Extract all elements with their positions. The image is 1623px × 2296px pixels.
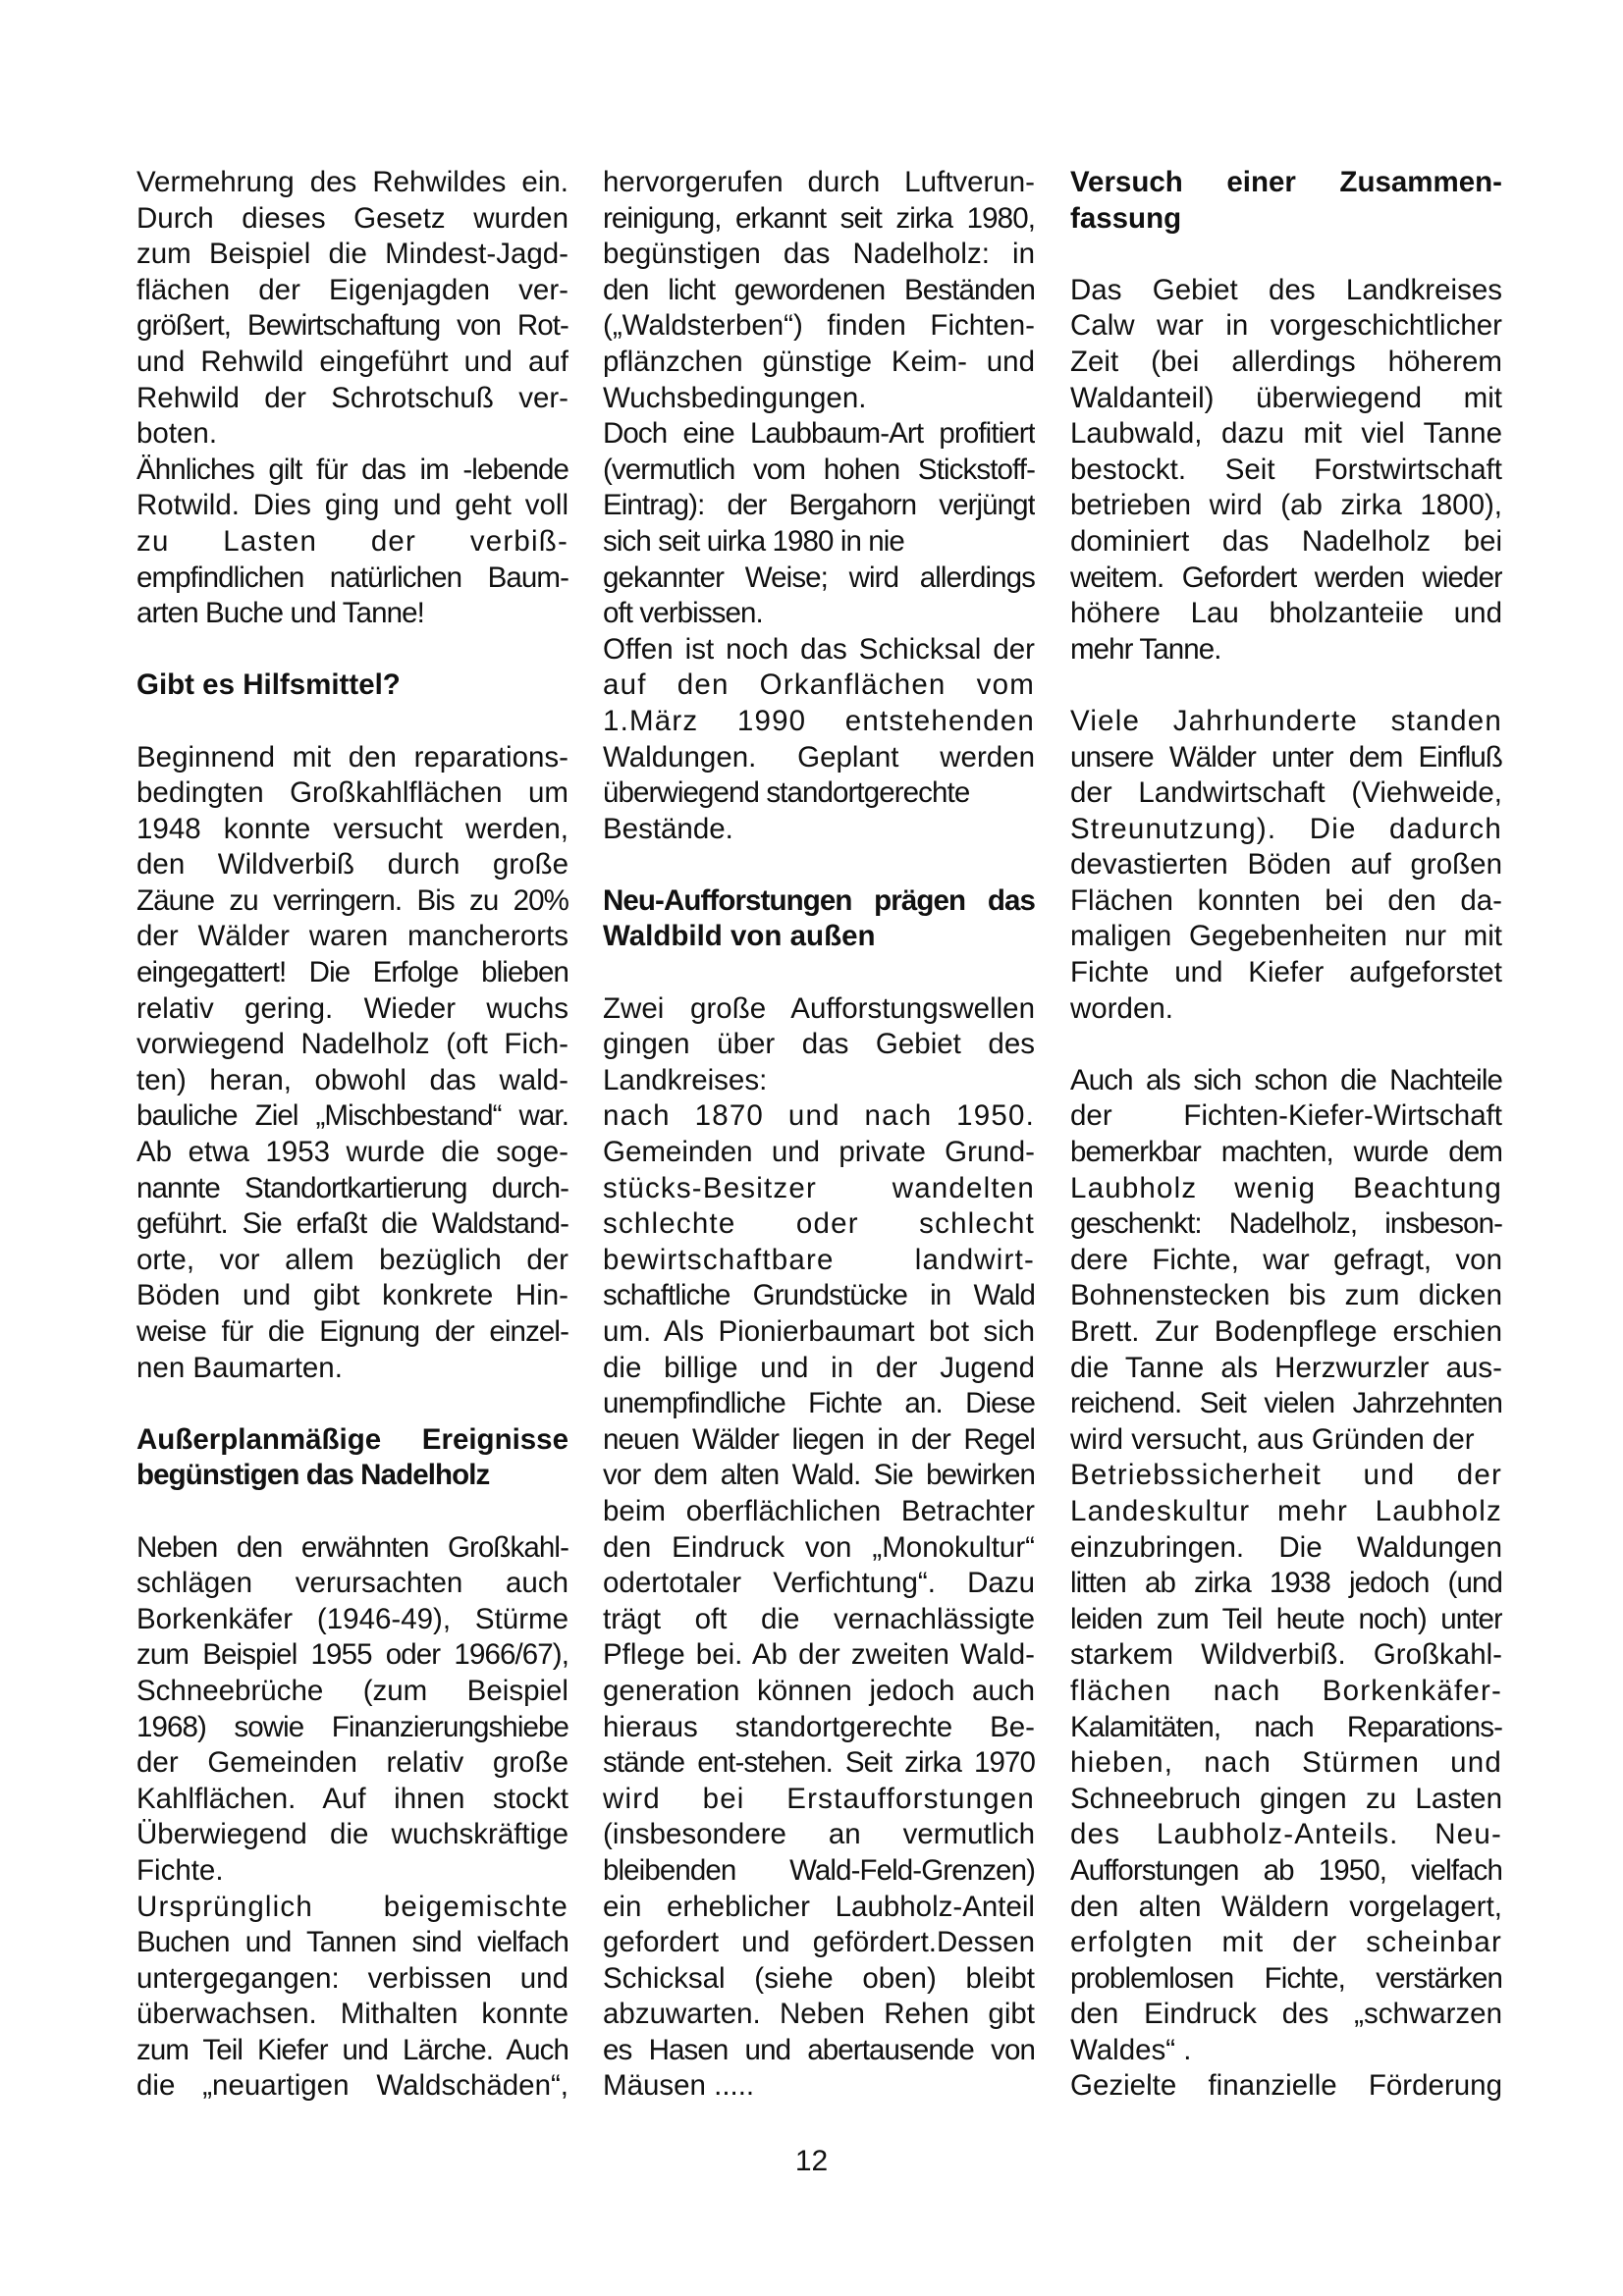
text-line: Zeit (bei allerdings höherem — [1070, 345, 1502, 378]
text-line: Landeskultur mehr Laubholz — [1070, 1494, 1502, 1527]
text-line: vorwiegend Nadelholz (oft Fich- — [136, 1028, 568, 1061]
text-line: Wuchsbedingungen. — [603, 381, 867, 414]
text-line: begünstigen das Nadelholz: in — [603, 238, 1035, 271]
paragraph-gap — [136, 1494, 568, 1530]
text-line: worden. — [1070, 991, 1173, 1025]
paragraph-gap — [136, 1386, 568, 1422]
text-line: Waldes“ . — [1070, 2033, 1192, 2066]
text-line: gingen über das Gebiet des — [603, 1028, 1035, 1061]
text-line: 1.März 1990 entstehenden — [603, 704, 1035, 737]
text-line: wird bei Erstaufforstungen — [603, 1782, 1035, 1815]
text-line: Bohnenstecken bis zum dicken — [1070, 1279, 1502, 1312]
text-line: flächen der Eigenjagden ver- — [136, 273, 568, 306]
text-line: Ab etwa 1953 wurde die soge- — [136, 1136, 568, 1169]
text-line: (insbesondere an vermutlich — [603, 1818, 1035, 1851]
section-heading-line: Außerplanmäßige Ereignisse — [136, 1422, 568, 1456]
text-line: bauliche Ziel „Mischbestand“ war. — [136, 1099, 568, 1133]
text-line: Mäusen ..... — [603, 2069, 755, 2103]
text-line: hervorgerufen durch Luftverun- — [603, 166, 1035, 198]
text-line: weitem. Gefordert werden wieder — [1070, 561, 1502, 594]
text-line: zum Teil Kiefer und Lärche. Auch — [136, 2033, 568, 2066]
text-line: Gemeinden und private Grund- — [603, 1136, 1035, 1169]
text-line: des Laubholz-Anteils. Neu- — [1070, 1818, 1502, 1851]
text-line: Zäune zu verringern. Bis zu 20% — [136, 883, 568, 917]
text-line: bleibenden Wald-Feld-Grenzen) — [603, 1853, 1035, 1887]
text-line: den Wildverbiß durch große — [136, 848, 568, 881]
text-line: devastierten Böden auf großen — [1070, 848, 1502, 881]
text-line: eingegattert! Die Erfolge blieben — [136, 956, 568, 989]
text-line: schaftliche Grundstücke in Wald — [603, 1279, 1035, 1312]
text-line: der Landwirtschaft (Viehweide, — [1070, 776, 1502, 810]
text-line: Ursprünglich beigemischte — [136, 1890, 568, 1923]
text-line: sich seit uirka 1980 in nie — [603, 524, 904, 558]
page-number: 12 — [794, 2145, 829, 2177]
text-line: ein erheblicher Laubholz-Anteil — [603, 1890, 1035, 1923]
text-line: überwachsen. Mithalten konnte — [136, 1998, 568, 2031]
text-line: Rotwild. Dies ging und geht voll — [136, 489, 568, 522]
text-line: relativ gering. Wieder wuchs — [136, 991, 568, 1025]
text-line: Bestände. — [603, 812, 733, 845]
text-line: leiden zum Teil heute noch) unter — [1070, 1602, 1502, 1635]
text-line: einzubringen. Die Waldungen — [1070, 1530, 1502, 1564]
text-line: Waldungen. Geplant werden — [603, 740, 1035, 774]
text-line: maligen Gegebenheiten nur mit — [1070, 920, 1502, 953]
text-line: Kalamitäten, nach Reparations- — [1070, 1710, 1502, 1743]
text-line: hieben, nach Stürmen und — [1070, 1746, 1502, 1780]
text-line: die Tanne als Herzwurzler aus- — [1070, 1351, 1502, 1384]
text-line: bemerkbar machten, wurde dem — [1070, 1136, 1502, 1169]
text-line: flächen nach Borkenkäfer- — [1070, 1674, 1502, 1707]
text-line: Beginnend mit den reparations- — [136, 740, 568, 774]
text-line: problemlosen Fichte, verstärken — [1070, 1961, 1502, 1995]
text-line: odertotaler Verfichtung“. Dazu — [603, 1567, 1035, 1600]
text-line: pflänzchen günstige Keim- und — [603, 345, 1035, 378]
text-line: ten) heran, obwohl das wald- — [136, 1063, 568, 1096]
text-line: erfolgten mit der scheinbar — [1070, 1926, 1502, 1959]
text-line: die billige und in der Jugend — [603, 1351, 1035, 1384]
text-line: den Eindruck des „schwarzen — [1070, 1998, 1502, 2031]
text-line: zum Beispiel die Mindest-Jagd- — [136, 238, 568, 271]
text-line: den alten Wäldern vorgelagert, — [1070, 1890, 1502, 1923]
text-line: orte, vor allem bezüglich der — [136, 1243, 568, 1276]
text-line: (vermutlich vom hohen Stickstoff- — [603, 453, 1035, 486]
text-line: Eintrag): der Bergahorn verjüngt — [603, 489, 1035, 522]
text-line: nach 1870 und nach 1950. — [603, 1099, 1035, 1133]
text-line: Laubwald, dazu mit viel Tanne — [1070, 417, 1502, 451]
text-line: um. Als Pionierbaumart bot sich — [603, 1315, 1035, 1348]
section-heading-line: fassung — [1070, 201, 1182, 235]
paragraph-gap — [1070, 667, 1502, 704]
text-line: Viele Jahrhunderte standen — [1070, 704, 1502, 737]
text-line: größert, Bewirtschaftung von Rot- — [136, 309, 568, 343]
text-line: Gezielte finanzielle Förderung — [1070, 2069, 1502, 2103]
text-line: der Gemeinden relativ große — [136, 1746, 568, 1780]
text-line: („Waldsterben“) finden Fichten- — [603, 309, 1035, 343]
text-line: weise für die Eignung der einzel- — [136, 1315, 568, 1348]
text-line: Doch eine Laubbaum-Art profitiert — [603, 417, 1035, 451]
text-line: gekannter Weise; wird allerdings — [603, 561, 1035, 594]
text-line: Borkenkäfer (1946-49), Stürme — [136, 1602, 568, 1635]
text-line: höhere Lau bholzanteiie und — [1070, 597, 1502, 630]
section-heading-line: Neu-Aufforstungen prägen das — [603, 883, 1035, 917]
section-heading-line: Versuch einer Zusammen- — [1070, 166, 1502, 198]
text-line: gefordert und gefördert.Dessen — [603, 1926, 1035, 1959]
text-line: abzuwarten. Neben Rehen gibt — [603, 1998, 1035, 2031]
text-line: Vermehrung des Rehwildes ein. — [136, 166, 568, 198]
text-line: überwiegend standortgerechte — [603, 776, 970, 810]
text-line: Zwei große Aufforstungswellen — [603, 991, 1035, 1025]
text-line: nannte Standortkartierung durch- — [136, 1171, 568, 1204]
text-line: stücks-Besitzer wandelten — [603, 1171, 1035, 1204]
text-line: Flächen konnten bei den da- — [1070, 883, 1502, 917]
text-line: bestockt. Seit Forstwirtschaft — [1070, 453, 1502, 486]
text-line: unsere Wälder unter dem Einfluß — [1070, 740, 1502, 774]
text-line: Offen ist noch das Schicksal der — [603, 632, 1035, 666]
paragraph-gap — [603, 955, 1035, 991]
text-line: die „neuartigen Waldschäden“, — [136, 2069, 568, 2103]
text-line: es Hasen und abertausende von — [603, 2033, 1035, 2066]
text-line: den licht gewordenen Beständen — [603, 273, 1035, 306]
text-line: Schneebruch gingen zu Lasten — [1070, 1782, 1502, 1815]
text-line: zu Lasten der verbiß- — [136, 524, 568, 558]
text-line: Durch dieses Gesetz wurden — [136, 201, 568, 235]
text-line: mehr Tanne. — [1070, 632, 1221, 666]
text-line: der Wälder waren mancherorts — [136, 920, 568, 953]
column-right — [1070, 165, 1502, 2105]
section-heading-line: Waldbild von außen — [603, 920, 876, 953]
text-line: schlechte oder schlecht — [603, 1207, 1035, 1241]
text-line: Das Gebiet des Landkreises — [1070, 273, 1502, 306]
text-line: 1968) sowie Finanzierungshiebe — [136, 1710, 568, 1743]
text-line: zum Beispiel 1955 oder 1966/67), — [136, 1638, 568, 1672]
text-line: wird versucht, aus Gründen der — [1070, 1422, 1475, 1456]
text-line: Aufforstungen ab 1950, vielfach — [1070, 1853, 1502, 1887]
text-line: Auch als sich schon die Nachteile — [1070, 1063, 1502, 1096]
text-line: geschenkt: Nadelholz, insbeson- — [1070, 1207, 1502, 1241]
text-line: betrieben wird (ab zirka 1800), — [1070, 489, 1502, 522]
text-line: Fichte. — [136, 1853, 224, 1887]
text-line: generation können jedoch auch — [603, 1674, 1035, 1707]
text-line: stände ent-stehen. Seit zirka 1970 — [603, 1746, 1035, 1780]
text-line: unempfindliche Fichte an. Diese — [603, 1387, 1035, 1420]
text-line: dere Fichte, war gefragt, von — [1070, 1243, 1502, 1276]
text-line: litten ab zirka 1938 jedoch (und — [1070, 1567, 1502, 1600]
text-line: Landkreises: — [603, 1063, 768, 1096]
text-line: Rehwild der Schrotschuß ver- — [136, 381, 568, 414]
text-line: Kahlflächen. Auf ihnen stockt — [136, 1782, 568, 1815]
text-line: Ähnliches gilt für das im -lebende — [136, 453, 568, 486]
text-line: Fichte und Kiefer aufgeforstet — [1070, 956, 1502, 989]
text-line: und Rehwild eingeführt und auf — [136, 345, 568, 378]
text-line: dominiert das Nadelholz bei — [1070, 524, 1502, 558]
text-line: Streunutzung). Die dadurch — [1070, 812, 1502, 845]
text-line: hieraus standortgerechte Be- — [603, 1710, 1035, 1743]
text-line: 1948 konnte versucht werden, — [136, 812, 568, 845]
text-line: empfindlichen natürlichen Baum- — [136, 561, 568, 594]
paragraph-gap — [136, 632, 568, 668]
paragraph-gap — [1070, 1027, 1502, 1063]
text-line: bedingten Großkahlflächen um — [136, 776, 568, 810]
text-line: untergegangen: verbissen und — [136, 1961, 568, 1995]
text-line: Laubholz wenig Beachtung — [1070, 1171, 1502, 1204]
text-line: Neben den erwähnten Großkahl- — [136, 1530, 568, 1564]
text-line: Überwiegend die wuchskräftige — [136, 1818, 568, 1851]
text-line: Böden und gibt konkrete Hin- — [136, 1279, 568, 1312]
text-line: bewirtschaftbare landwirt- — [603, 1243, 1035, 1276]
column-left — [136, 165, 568, 2105]
text-line: vor dem alten Wald. Sie bewirken — [603, 1459, 1035, 1492]
section-heading-line: begünstigen das Nadelholz — [136, 1459, 490, 1492]
section-heading-line: Gibt es Hilfsmittel? — [136, 668, 401, 702]
text-line: auf den Orkanflächen vom — [603, 668, 1035, 702]
text-line: Buchen und Tannen sind vielfach — [136, 1926, 568, 1959]
text-line: reinigung, erkannt seit zirka 1980, — [603, 201, 1035, 235]
text-line: starkem Wildverbiß. Großkahl- — [1070, 1638, 1502, 1672]
text-line: Betriebssicherheit und der — [1070, 1459, 1502, 1492]
text-line: arten Buche und Tanne! — [136, 597, 424, 630]
text-line: reichend. Seit vielen Jahrzehnten — [1070, 1387, 1502, 1420]
text-line: Calw war in vorgeschichtlicher — [1070, 309, 1502, 343]
text-line: den Eindruck von „Monokultur“ — [603, 1530, 1035, 1564]
paragraph-gap — [136, 704, 568, 740]
text-line: Schicksal (siehe oben) bleibt — [603, 1961, 1035, 1995]
text-line: schlägen verursachten auch — [136, 1567, 568, 1600]
text-line: oft verbissen. — [603, 597, 763, 630]
text-line: boten. — [136, 417, 218, 451]
text-line: trägt oft die vernachlässigte — [603, 1602, 1035, 1635]
paragraph-gap — [603, 847, 1035, 883]
text-line: der Fichten-Kiefer-Wirtschaft — [1070, 1099, 1502, 1133]
text-line: beim oberflächlichen Betrachter — [603, 1494, 1035, 1527]
text-line: geführt. Sie erfaßt die Waldstand- — [136, 1207, 568, 1241]
paragraph-gap — [1070, 237, 1502, 273]
text-line: Pflege bei. Ab der zweiten Wald- — [603, 1638, 1035, 1672]
column-middle — [603, 165, 1035, 2105]
text-line: Schneebrüche (zum Beispiel — [136, 1674, 568, 1707]
text-line: neuen Wälder liegen in der Regel — [603, 1422, 1035, 1456]
text-line: Waldanteil) überwiegend mit — [1070, 381, 1502, 414]
text-line: Brett. Zur Bodenpflege erschien — [1070, 1315, 1502, 1348]
text-line: nen Baumarten. — [136, 1351, 343, 1384]
